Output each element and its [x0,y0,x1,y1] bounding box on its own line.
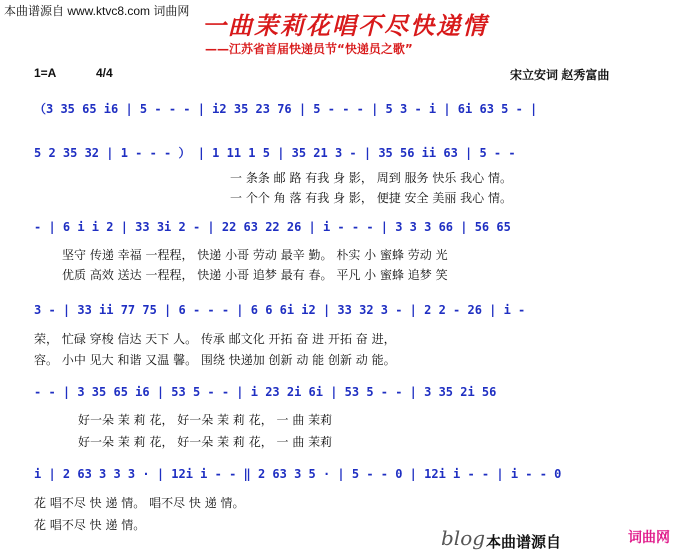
lyric-line-2-verse-1: 一 条条 邮 路 有我 身 影， 周到 服务 快乐 我心 情。 [230,171,512,185]
lyric-line-4-verse-1: 荣， 忙碌 穿梭 信达 天下 人。 传承 邮文化 开拓 奋 进 开拓 奋 进， [34,332,396,346]
lyric-line-6-verse-1: 花 唱不尽 快 递 情。 唱不尽 快 递 情。 [34,496,245,510]
watermark-blog: blog [441,526,486,550]
lyric-line-6-verse-2: 花 唱不尽 快 递 情。 [34,518,146,532]
lyric-line-3-verse-1: 坚守 传递 幸福 一程程， 快递 小哥 劳动 最辛 勤。 朴实 小 蜜蜂 劳动 光 [62,248,448,262]
watermark-source: 本曲谱源自 [486,533,562,551]
notation-line-6: i | 2 63 3 3 3 · | 12i i - - ‖ 2 63 3 5 · | 5 - - 0 | 12i i - - | i - - 0 [34,467,562,481]
song-title: 一曲茉莉花唱不尽快递情 [202,11,488,40]
notation-line-4: 3 - | 33 ii 77 75 | 6 - - - | 6 6 6i i2 | 33 32 3 - | 2 2 - 26 | i - [34,303,526,317]
key-signature: 1=A [34,66,57,80]
time-signature: 4/4 [96,66,113,80]
notation-line-1: （3 35 65 i6 | 5 - - - | i2 35 23 76 | 5 - - - | 5 3 - i | 6i 63 5 - | [34,102,538,116]
site-header-text: 本曲谱源自 www.ktvc8.com 词曲网 [4,4,190,18]
song-subtitle: ——江苏省首届快递员节“快递员之歌” [205,42,413,56]
notation-line-5: - - | 3 35 65 i6 | 53 5 - - | i 23 2i 6i | 53 5 - - | 3 35 2i 56 [34,385,497,399]
lyric-line-5-verse-1: 好一朵 茉 莉 花， 好一朵 茉 莉 花， 一 曲 茉莉 [78,413,333,427]
watermark-badge: 词曲网 [628,530,670,546]
credits: 宋立安词 赵秀富曲 [510,68,610,82]
lyric-line-2-verse-2: 一 个个 角 落 有我 身 影， 便捷 安全 美丽 我心 情。 [230,191,512,205]
lyric-line-5-verse-2: 好一朵 茉 莉 花， 好一朵 茉 莉 花， 一 曲 茉莉 [78,435,333,449]
lyric-line-3-verse-2: 优质 高效 送达 一程程， 快递 小哥 追梦 最有 春。 平凡 小 蜜蜂 追梦 笑 [62,268,448,282]
notation-line-2: 5 2 35 32 | 1 - - - ） | 1 11 1 5 | 35 21 3 - | 35 56 ii 63 | 5 - - [34,146,516,160]
notation-line-3: - | 6 i i 2 | 33 3i 2 - | 22 63 22 26 | i - - - | 3 3 3 66 | 56 65 [34,220,511,234]
lyric-line-4-verse-2: 容。 小中 见大 和谐 又温 馨。 围绕 快递加 创新 动 能 创新 动 能。 [34,353,396,367]
